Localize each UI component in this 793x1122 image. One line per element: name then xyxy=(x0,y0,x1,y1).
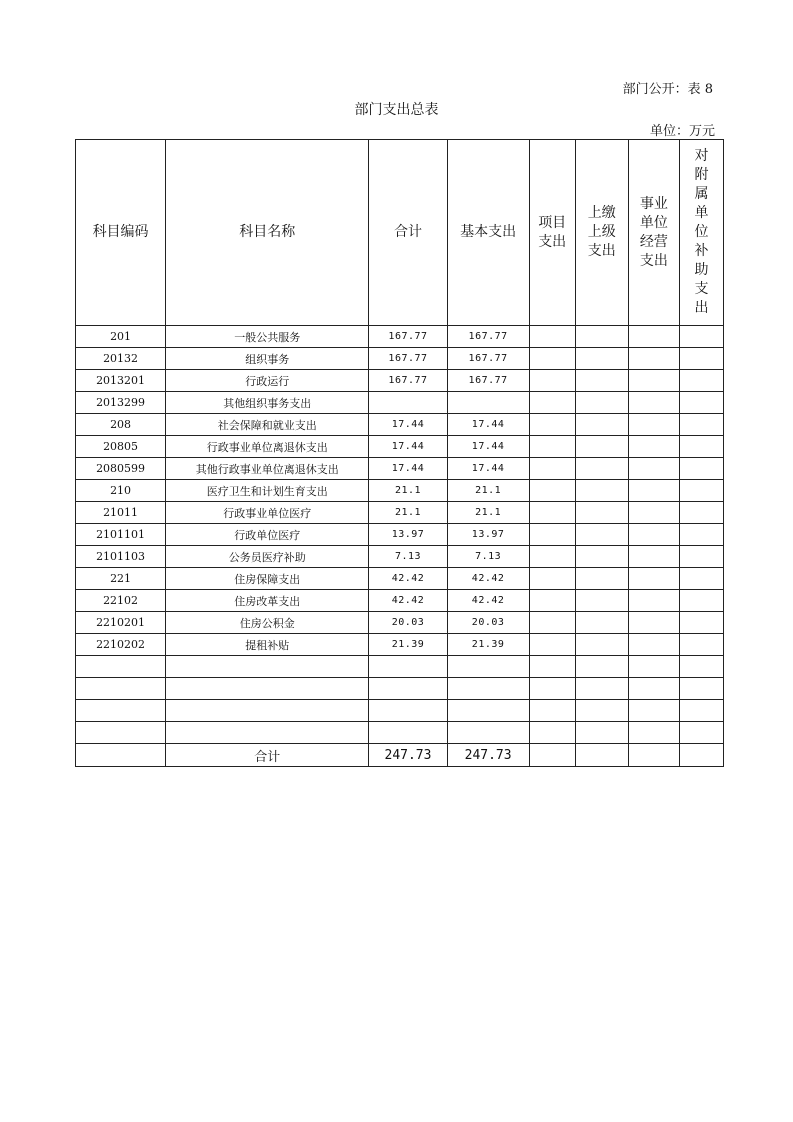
cell-business xyxy=(628,568,679,590)
cell-project xyxy=(529,568,575,590)
cell-code: 2101101 xyxy=(76,524,166,546)
col-header-subsidy xyxy=(679,140,723,326)
cell-business xyxy=(628,634,679,656)
cell-code xyxy=(76,700,166,722)
cell-code: 20132 xyxy=(76,348,166,370)
col-header-code: 科目编码 xyxy=(76,140,166,326)
cell-business xyxy=(628,458,679,480)
cell-code: 22102 xyxy=(76,590,166,612)
table-row xyxy=(76,370,724,392)
cell-code: 21011 xyxy=(76,502,166,524)
cell-upper xyxy=(575,348,628,370)
cell-project xyxy=(529,524,575,546)
cell-basic: 7.13 xyxy=(447,546,529,568)
cell-business xyxy=(628,656,679,678)
table-row xyxy=(76,612,724,634)
cell-subsidy xyxy=(679,480,723,502)
total-sum: 247.73 xyxy=(369,744,447,767)
cell-basic: 21.1 xyxy=(447,480,529,502)
cell-project xyxy=(529,480,575,502)
col-header-subsidy-text: 对附属单位补助支出 xyxy=(694,148,709,316)
cell-total xyxy=(369,678,447,700)
cell-subsidy xyxy=(679,678,723,700)
cell-business xyxy=(628,546,679,568)
cell-project xyxy=(529,700,575,722)
cell-total: 13.97 xyxy=(369,524,447,546)
cell-project xyxy=(529,612,575,634)
cell-total: 17.44 xyxy=(369,436,447,458)
cell-business xyxy=(628,480,679,502)
table-row xyxy=(76,656,724,678)
cell-total: 167.77 xyxy=(369,326,447,348)
cell-project xyxy=(529,436,575,458)
table-row xyxy=(76,502,724,524)
cell-project xyxy=(529,348,575,370)
cell-basic: 17.44 xyxy=(447,458,529,480)
cell-subsidy xyxy=(679,612,723,634)
cell-name: 医疗卫生和计划生育支出 xyxy=(166,480,369,502)
cell-total: 17.44 xyxy=(369,414,447,436)
cell-code xyxy=(76,678,166,700)
table-row xyxy=(76,348,724,370)
cell-code xyxy=(76,656,166,678)
cell-name: 住房改革支出 xyxy=(166,590,369,612)
cell-basic: 21.1 xyxy=(447,502,529,524)
cell-name: 行政事业单位医疗 xyxy=(166,502,369,524)
cell-project xyxy=(529,634,575,656)
table-row xyxy=(76,568,724,590)
cell-name: 行政单位医疗 xyxy=(166,524,369,546)
cell-code: 201 xyxy=(76,326,166,348)
table-row xyxy=(76,392,724,414)
cell-upper xyxy=(575,414,628,436)
cell-name: 社会保障和就业支出 xyxy=(166,414,369,436)
cell-upper xyxy=(575,700,628,722)
cell-subsidy xyxy=(679,656,723,678)
cell-project xyxy=(529,370,575,392)
cell-upper xyxy=(575,612,628,634)
cell-basic: 13.97 xyxy=(447,524,529,546)
col-header-basic: 基本支出 xyxy=(447,140,529,326)
cell-upper xyxy=(575,524,628,546)
cell-business xyxy=(628,436,679,458)
cell-business xyxy=(628,414,679,436)
cell-project xyxy=(529,458,575,480)
cell-subsidy xyxy=(679,326,723,348)
cell-total xyxy=(369,656,447,678)
cell-basic: 42.42 xyxy=(447,568,529,590)
table-row xyxy=(76,722,724,744)
cell-upper xyxy=(575,678,628,700)
table-row xyxy=(76,678,724,700)
cell-basic: 20.03 xyxy=(447,612,529,634)
total-business xyxy=(628,744,679,767)
cell-basic: 167.77 xyxy=(447,370,529,392)
cell-total xyxy=(369,392,447,414)
cell-upper xyxy=(575,392,628,414)
col-header-name: 科目名称 xyxy=(166,140,369,326)
table-row xyxy=(76,590,724,612)
cell-subsidy xyxy=(679,502,723,524)
document-title: 部门支出总表 xyxy=(354,102,439,118)
cell-code: 2210202 xyxy=(76,634,166,656)
cell-business xyxy=(628,678,679,700)
cell-code: 2013299 xyxy=(76,392,166,414)
cell-project xyxy=(529,656,575,678)
cell-code: 20805 xyxy=(76,436,166,458)
cell-name: 行政事业单位离退休支出 xyxy=(166,436,369,458)
table-row xyxy=(76,480,724,502)
total-subsidy xyxy=(679,744,723,767)
cell-business xyxy=(628,524,679,546)
table-row xyxy=(76,524,724,546)
cell-total: 21.1 xyxy=(369,480,447,502)
table-row xyxy=(76,414,724,436)
cell-business xyxy=(628,348,679,370)
cell-basic xyxy=(447,656,529,678)
cell-subsidy xyxy=(679,590,723,612)
cell-subsidy xyxy=(679,370,723,392)
cell-code: 208 xyxy=(76,414,166,436)
cell-subsidy xyxy=(679,392,723,414)
table-row xyxy=(76,458,724,480)
unit-label: 单位：万元 xyxy=(649,124,715,139)
cell-name: 住房保障支出 xyxy=(166,568,369,590)
total-basic: 247.73 xyxy=(447,744,529,767)
cell-basic xyxy=(447,392,529,414)
col-header-project xyxy=(529,140,575,326)
cell-project xyxy=(529,392,575,414)
cell-project xyxy=(529,326,575,348)
cell-business xyxy=(628,722,679,744)
cell-subsidy xyxy=(679,524,723,546)
cell-upper xyxy=(575,458,628,480)
cell-total xyxy=(369,700,447,722)
cell-upper xyxy=(575,634,628,656)
cell-name: 提租补贴 xyxy=(166,634,369,656)
cell-subsidy xyxy=(679,634,723,656)
cell-code: 2210201 xyxy=(76,612,166,634)
cell-name: 其他组织事务支出 xyxy=(166,392,369,414)
cell-name xyxy=(166,656,369,678)
cell-upper xyxy=(575,546,628,568)
cell-upper xyxy=(575,480,628,502)
cell-upper xyxy=(575,568,628,590)
cell-code: 210 xyxy=(76,480,166,502)
cell-upper xyxy=(575,326,628,348)
cell-upper xyxy=(575,656,628,678)
cell-code: 2013201 xyxy=(76,370,166,392)
cell-name: 组织事务 xyxy=(166,348,369,370)
cell-total: 21.1 xyxy=(369,502,447,524)
total-label: 合计 xyxy=(166,744,369,767)
cell-basic: 167.77 xyxy=(447,326,529,348)
cell-basic xyxy=(447,678,529,700)
cell-total: 20.03 xyxy=(369,612,447,634)
cell-business xyxy=(628,612,679,634)
cell-basic: 17.44 xyxy=(447,436,529,458)
cell-subsidy xyxy=(679,458,723,480)
cell-project xyxy=(529,414,575,436)
total-code-cell xyxy=(76,744,166,767)
cell-code: 2080599 xyxy=(76,458,166,480)
cell-basic xyxy=(447,700,529,722)
cell-name xyxy=(166,722,369,744)
cell-subsidy xyxy=(679,436,723,458)
col-header-upper-text: 上缴上级支出 xyxy=(587,205,616,259)
table-row xyxy=(76,546,724,568)
total-project xyxy=(529,744,575,767)
table-row xyxy=(76,436,724,458)
cell-project xyxy=(529,590,575,612)
cell-upper xyxy=(575,370,628,392)
cell-subsidy xyxy=(679,414,723,436)
total-row xyxy=(76,744,724,767)
cell-basic: 167.77 xyxy=(447,348,529,370)
cell-subsidy xyxy=(679,722,723,744)
table-row xyxy=(76,700,724,722)
cell-business xyxy=(628,502,679,524)
cell-code: 221 xyxy=(76,568,166,590)
cell-subsidy xyxy=(679,700,723,722)
cell-total: 42.42 xyxy=(369,590,447,612)
cell-project xyxy=(529,546,575,568)
cell-total: 42.42 xyxy=(369,568,447,590)
col-header-business-text: 事业单位经营支出 xyxy=(639,195,668,269)
cell-code xyxy=(76,722,166,744)
cell-total: 7.13 xyxy=(369,546,447,568)
cell-business xyxy=(628,326,679,348)
cell-business xyxy=(628,370,679,392)
table-row xyxy=(76,326,724,348)
cell-total xyxy=(369,722,447,744)
cell-upper xyxy=(575,436,628,458)
cell-business xyxy=(628,392,679,414)
cell-name xyxy=(166,678,369,700)
cell-total: 167.77 xyxy=(369,370,447,392)
table-body xyxy=(76,326,724,744)
cell-name xyxy=(166,700,369,722)
cell-name: 行政运行 xyxy=(166,370,369,392)
cell-upper xyxy=(575,502,628,524)
cell-basic: 21.39 xyxy=(447,634,529,656)
cell-total: 17.44 xyxy=(369,458,447,480)
cell-subsidy xyxy=(679,568,723,590)
cell-total: 21.39 xyxy=(369,634,447,656)
cell-business xyxy=(628,700,679,722)
cell-project xyxy=(529,678,575,700)
cell-total: 167.77 xyxy=(369,348,447,370)
col-header-project-text: 项目支出 xyxy=(538,214,567,250)
table-row xyxy=(76,634,724,656)
col-header-business xyxy=(628,140,679,326)
col-header-total: 合计 xyxy=(369,140,447,326)
cell-project xyxy=(529,502,575,524)
cell-upper xyxy=(575,590,628,612)
cell-name: 公务员医疗补助 xyxy=(166,546,369,568)
cell-upper xyxy=(575,722,628,744)
header-row xyxy=(76,140,724,326)
col-header-upper xyxy=(575,140,628,326)
cell-code: 2101103 xyxy=(76,546,166,568)
expenditure-table xyxy=(75,139,724,767)
cell-subsidy xyxy=(679,348,723,370)
cell-business xyxy=(628,590,679,612)
cell-subsidy xyxy=(679,546,723,568)
table-number-label: 部门公开：表 8 xyxy=(622,82,713,97)
cell-name: 一般公共服务 xyxy=(166,326,369,348)
cell-basic: 42.42 xyxy=(447,590,529,612)
cell-name: 其他行政事业单位离退休支出 xyxy=(166,458,369,480)
cell-project xyxy=(529,722,575,744)
total-upper xyxy=(575,744,628,767)
cell-basic xyxy=(447,722,529,744)
cell-basic: 17.44 xyxy=(447,414,529,436)
cell-name: 住房公积金 xyxy=(166,612,369,634)
